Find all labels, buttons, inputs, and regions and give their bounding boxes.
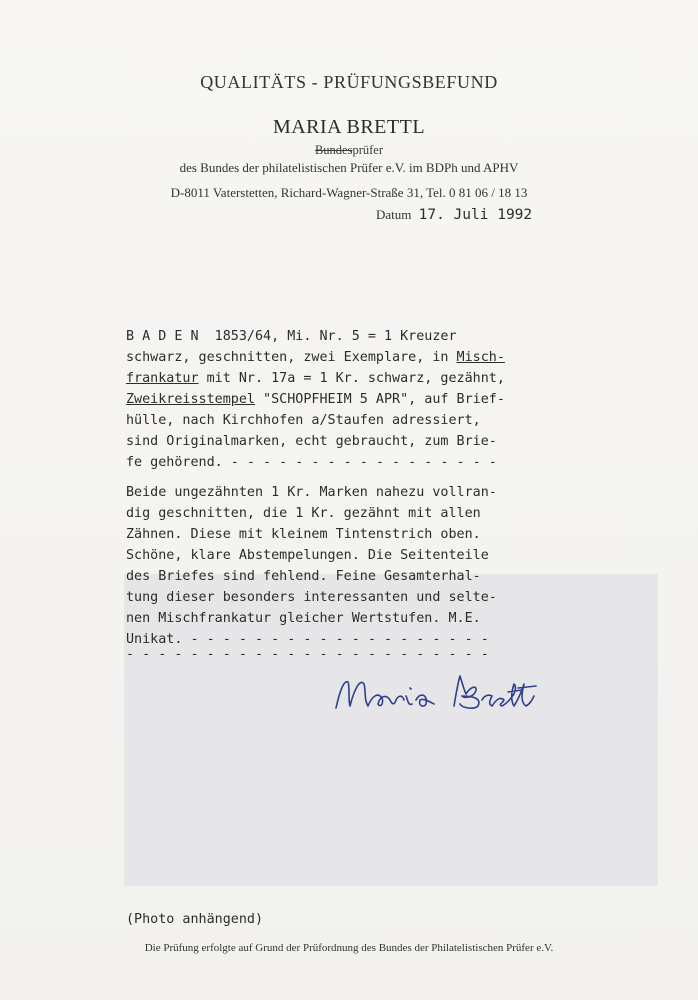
role-suffix: prüfer	[352, 143, 384, 157]
date-label: Datum	[376, 207, 412, 222]
text-segment: "SCHOPFHEIM 5 APR", auf Brief-	[255, 392, 505, 407]
document-title: QUALITÄTS - PRÜFUNGSBEFUND	[200, 72, 498, 92]
text-line: Unikat. - - - - - - - - - - - - - - - - - - -	[126, 632, 489, 647]
text-line: des Briefes sind fehlend. Feine Gesamterhal-	[126, 569, 481, 584]
text-line: sind Originalmarken, echt gebraucht, zum Brie-	[126, 434, 497, 449]
examiner-name: MARIA BRETTL	[272, 116, 426, 138]
underlined-segment: frankatur	[126, 371, 199, 386]
date-value: 17. Juli 1992	[418, 207, 533, 223]
text-line	[126, 368, 505, 389]
underlined-segment: Misch-	[456, 350, 505, 365]
text-line: Zähnen. Diese mit kleinem Tintenstrich oben.	[126, 527, 481, 542]
signature-image	[322, 660, 562, 720]
text-line: Schöne, klare Abstempelungen. Die Seitenteile	[126, 548, 489, 563]
text-line	[126, 389, 505, 410]
text-line: dig geschnitten, die 1 Kr. gezähnt mit allen	[126, 506, 481, 521]
examiner-role	[0, 143, 698, 158]
footer-note: Die Prüfung erfolgte auf Grund der Prüfordnung des Bundes der Philatelistischen Prüfer e.V.	[144, 942, 554, 954]
condition-paragraph	[126, 482, 497, 650]
text-segment: schwarz, geschnitten, zwei Exemplare, in	[126, 350, 457, 365]
dash-separator: - - - - - - - - - - - - - - - - - - - - - - -	[126, 647, 489, 662]
text-line: tung dieser besonders interessanten und selte-	[126, 590, 497, 605]
address-line: D-8011 Vaterstetten, Richard-Wagner-Straße 31, Tel. 0 81 06 / 18 13	[170, 185, 528, 200]
underlined-segment: Zweikreisstempel	[126, 392, 255, 407]
text-line: B A D E N 1853/64, Mi. Nr. 5 = 1 Kreuzer	[126, 329, 457, 344]
association-line: des Bundes der philatelistischen Prüfer e.V. im BDPh und APHV	[179, 160, 519, 175]
date-row	[376, 207, 532, 223]
text-line	[126, 347, 505, 368]
text-line: Beide ungezähnten 1 Kr. Marken nahezu vollran-	[126, 485, 497, 500]
text-line: nen Mischfrankatur gleicher Wertstufen. M.E.	[126, 611, 481, 626]
text-line: fe gehörend. - - - - - - - - - - - - - - - - -	[126, 455, 497, 470]
description-paragraph	[126, 326, 505, 473]
role-struck-prefix: Bundes	[314, 143, 353, 157]
text-line: hülle, nach Kirchhofen a/Staufen adressiert,	[126, 413, 481, 428]
photo-note: (Photo anhängend)	[126, 912, 264, 927]
text-segment: mit Nr. 17a = 1 Kr. schwarz, gezähnt,	[198, 371, 505, 386]
